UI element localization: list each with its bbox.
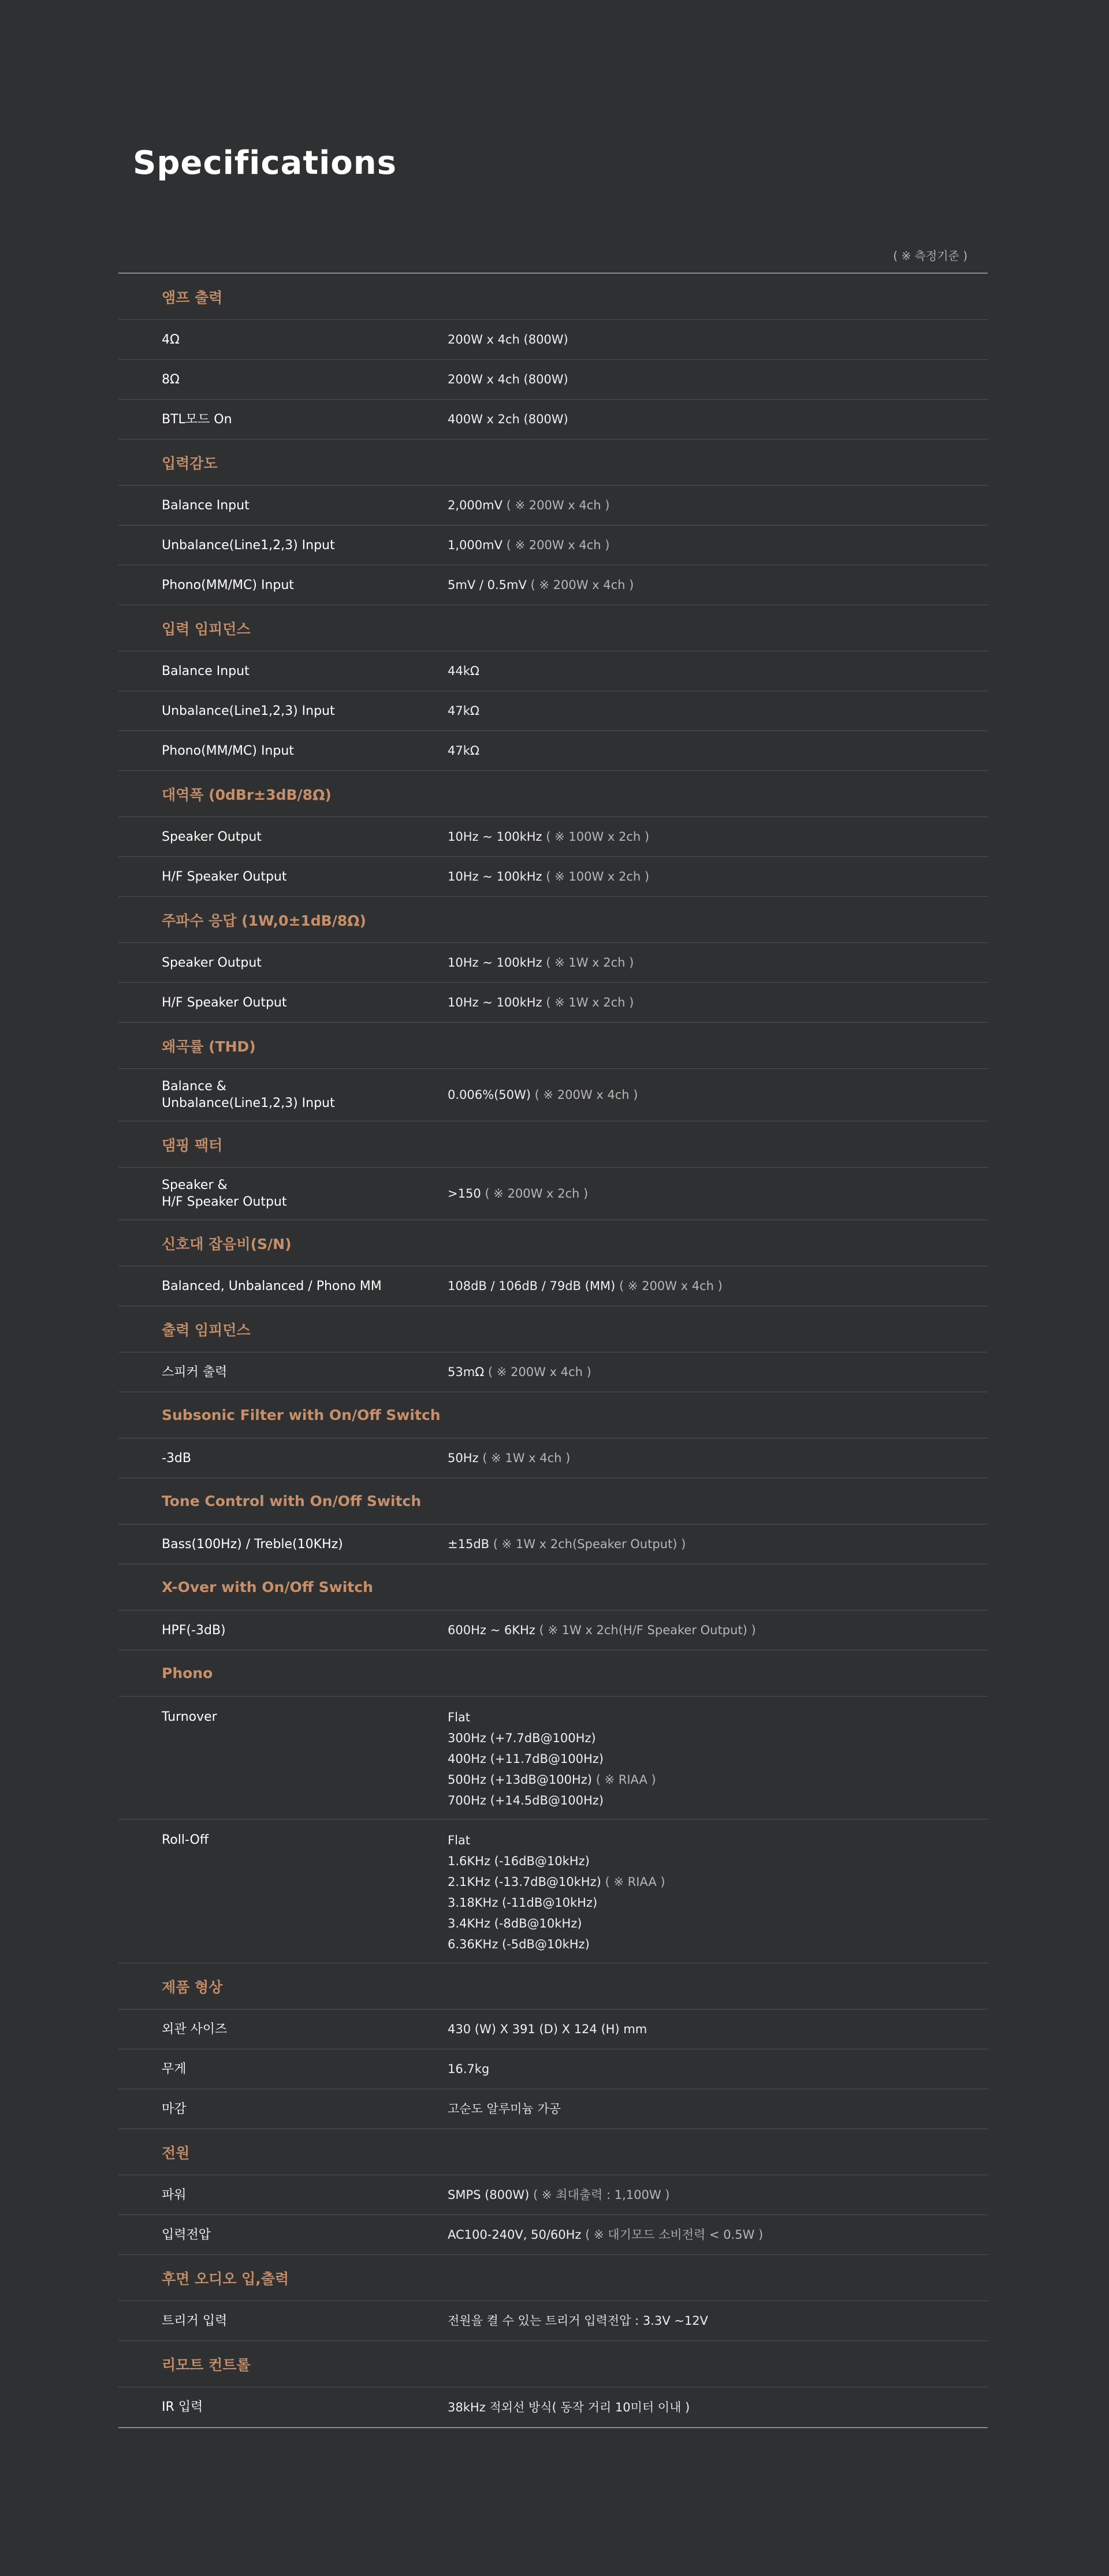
- spec-row: [118, 857, 988, 897]
- spec-value: [448, 1620, 988, 1641]
- spec-row: [118, 651, 988, 691]
- section-header: 후면 오디오 입,출력: [118, 2255, 988, 2301]
- spec-value-line: [448, 1183, 988, 1204]
- spec-value: [448, 495, 988, 516]
- spec-value-line: [448, 2224, 988, 2245]
- spec-value-line: [448, 2019, 988, 2040]
- spec-value-main: 6.36KHz (-5dB@10kHz): [448, 1937, 590, 1951]
- spec-value: [448, 409, 988, 430]
- spec-value-line: [448, 1534, 988, 1554]
- spec-value-line: [448, 2098, 988, 2119]
- spec-value-main: 10Hz ~ 100kHz: [448, 956, 546, 970]
- spec-value: [448, 575, 988, 595]
- spec-value-main: 400W x 2ch (800W): [448, 412, 568, 426]
- spec-value-main: 2.1KHz (-13.7dB@10kHz): [448, 1875, 605, 1889]
- spec-value: [448, 661, 988, 681]
- section-header: Phono: [118, 1650, 988, 1697]
- spec-value-main: 10Hz ~ 100kHz: [448, 830, 546, 844]
- spec-label: Balance Input: [162, 498, 250, 513]
- spec-label: Turnover: [162, 1710, 217, 1724]
- spec-value-line: [448, 1934, 988, 1955]
- spec-row: [118, 360, 988, 400]
- spec-value-line: [448, 1276, 988, 1296]
- spec-value-note: ( ※ 1W x 2ch ): [546, 996, 634, 1009]
- spec-value-note: ( ※ 200W x 2ch ): [485, 1187, 589, 1201]
- spec-value-main: 10Hz ~ 100kHz: [448, 870, 546, 883]
- spec-label: H/F Speaker Output: [162, 869, 287, 884]
- spec-value-main: 10Hz ~ 100kHz: [448, 996, 546, 1009]
- spec-row: [118, 1611, 988, 1650]
- spec-value-note: ( ※ RIAA ): [596, 1773, 656, 1787]
- spec-value-line: [448, 535, 988, 556]
- spec-label: Unbalance(Line1,2,3) Input: [162, 538, 335, 553]
- spec-row: [118, 2301, 988, 2341]
- spec-value-main: 53mΩ: [448, 1365, 488, 1379]
- spec-label: Speaker Output: [162, 955, 262, 970]
- spec-label: Bass(100Hz) / Treble(10KHz): [162, 1537, 343, 1552]
- spec-value: [448, 866, 988, 887]
- spec-value-line: [448, 661, 988, 681]
- spec-label: 입력전압: [162, 2227, 211, 2242]
- spec-value: [448, 535, 988, 556]
- section-header: 왜곡률 (THD): [118, 1023, 988, 1069]
- section-header: 제품 형상: [118, 1963, 988, 2010]
- spec-row: [118, 1168, 988, 1220]
- spec-row: [118, 983, 988, 1023]
- spec-label: Unbalance(Line1,2,3) Input: [162, 703, 335, 718]
- spec-value: [448, 329, 988, 350]
- section-header: 신호대 잡음비(S/N): [118, 1220, 988, 1266]
- spec-label: H/F Speaker Output: [162, 995, 287, 1010]
- spec-row: [118, 817, 988, 857]
- spec-value-main: 600Hz ~ 6KHz: [448, 1623, 539, 1637]
- section-header: Tone Control with On/Off Switch: [118, 1478, 988, 1524]
- spec-label: 8Ω: [162, 372, 180, 387]
- spec-value-main: 700Hz (+14.5dB@100Hz): [448, 1794, 604, 1807]
- spec-label: Speaker & H/F Speaker Output: [162, 1178, 287, 1209]
- spec-value-note: ( ※ RIAA ): [605, 1875, 665, 1889]
- spec-value-main: 38kHz 적외선 방식( 동작 거리 10미터 이내 ): [448, 2400, 690, 2414]
- spec-label: 트리거 입력: [162, 2313, 228, 2328]
- spec-row: [118, 1266, 988, 1306]
- spec-value-line: [448, 369, 988, 390]
- spec-value-main: 0.006%(50W): [448, 1088, 535, 1102]
- spec-row: [118, 943, 988, 983]
- spec-label: IR 입력: [162, 2400, 203, 2414]
- spec-value: [448, 1707, 988, 1811]
- spec-row: [118, 2010, 988, 2049]
- spec-value-line: [448, 1707, 988, 1728]
- spec-value: [448, 1183, 988, 1204]
- spec-label: 무게: [162, 2061, 187, 2077]
- spec-value-main: 430 (W) X 391 (D) X 124 (H) mm: [448, 2022, 647, 2036]
- spec-row: [118, 2049, 988, 2089]
- spec-value-line: [448, 2310, 988, 2331]
- spec-row: [118, 1697, 988, 1820]
- spec-label: Speaker Output: [162, 829, 262, 844]
- spec-row: [118, 2387, 988, 2427]
- spec-value-main: >150: [448, 1187, 485, 1201]
- spec-label: 마감: [162, 2101, 187, 2116]
- spec-value: [448, 2310, 988, 2331]
- spec-label: 4Ω: [162, 332, 180, 347]
- spec-value-note: ( ※ 200W x 4ch ): [506, 498, 610, 512]
- spec-value-line: [448, 952, 988, 973]
- spec-value-note: ( ※ 200W x 4ch ): [487, 1365, 591, 1379]
- spec-row: [118, 691, 988, 731]
- spec-value-line: [448, 700, 988, 721]
- spec-value-main: Flat: [448, 1710, 471, 1724]
- spec-value-note: ( ※ 100W x 2ch ): [546, 830, 650, 844]
- spec-value: [448, 1362, 988, 1382]
- spec-value-main: 500Hz (+13dB@100Hz): [448, 1773, 596, 1787]
- spec-value-main: 고순도 알루미늄 가공: [448, 2102, 561, 2116]
- spec-value-main: 전원을 켤 수 있는 트리거 입력전압 : 3.3V ~12V: [448, 2314, 708, 2328]
- spec-value-main: 200W x 4ch (800W): [448, 333, 568, 346]
- spec-value-main: 16.7kg: [448, 2062, 490, 2076]
- spec-value-line: [448, 495, 988, 516]
- section-header: 전원: [118, 2129, 988, 2175]
- spec-value: [448, 369, 988, 390]
- spec-value-note: ( ※ 100W x 2ch ): [546, 870, 650, 883]
- spec-value-line: [448, 866, 988, 887]
- spec-value-line: [448, 1769, 988, 1790]
- spec-value-note: ( ※ 1W x 2ch ): [546, 956, 634, 970]
- spec-value: [448, 700, 988, 721]
- spec-value: [448, 1448, 988, 1468]
- spec-value-note: ( ※ 1W x 2ch(Speaker Output) ): [493, 1537, 686, 1551]
- spec-value-main: ±15dB: [448, 1537, 493, 1551]
- section-header: 댐핑 팩터: [118, 1121, 988, 1168]
- spec-value-line: [448, 1084, 988, 1105]
- spec-row: [118, 2215, 988, 2255]
- spec-value: [448, 2019, 988, 2040]
- spec-value-note: ( ※ 200W x 4ch ): [619, 1279, 723, 1293]
- spec-value: [448, 952, 988, 973]
- section-header: 입력 임피던스: [118, 605, 988, 651]
- spec-label: Phono(MM/MC) Input: [162, 577, 294, 592]
- spec-value-main: 47kΩ: [448, 704, 479, 718]
- spec-row: [118, 320, 988, 360]
- spec-value-main: 3.4KHz (-8dB@10kHz): [448, 1917, 582, 1930]
- spec-value-line: [448, 329, 988, 350]
- spec-value-line: [448, 409, 988, 430]
- spec-value-note: ( ※ 1W x 4ch ): [482, 1451, 571, 1465]
- spec-label: Balance & Unbalance(Line1,2,3) Input: [162, 1079, 335, 1110]
- section-header: 앰프 출력: [118, 274, 988, 320]
- section-header: 리모트 컨트롤: [118, 2341, 988, 2387]
- spec-value-line: [448, 1362, 988, 1382]
- spec-value: [448, 740, 988, 761]
- spec-value: [448, 1276, 988, 1296]
- spec-value-note: ( ※ 대기모드 소비전력 < 0.5W ): [585, 2228, 764, 2242]
- spec-value-main: 1,000mV: [448, 538, 507, 552]
- spec-value: [448, 2059, 988, 2079]
- spec-value-line: [448, 1872, 988, 1892]
- spec-value-line: [448, 2059, 988, 2079]
- spec-value-line: [448, 1790, 988, 1811]
- spec-label: Phono(MM/MC) Input: [162, 743, 294, 758]
- spec-value-main: 300Hz (+7.7dB@100Hz): [448, 1731, 596, 1745]
- spec-row: [118, 1438, 988, 1478]
- spec-row: [118, 2175, 988, 2215]
- spec-value-note: ( ※ 200W x 4ch ): [530, 578, 634, 592]
- spec-value-note: ( ※ 1W x 2ch(H/F Speaker Output) ): [539, 1623, 756, 1637]
- page-title: Specifications: [133, 144, 397, 182]
- spec-row: [118, 2089, 988, 2129]
- spec-row: [118, 565, 988, 605]
- spec-value-main: 400Hz (+11.7dB@100Hz): [448, 1752, 604, 1766]
- spec-value-line: [448, 992, 988, 1013]
- section-header: 대역폭 (0dBr±3dB/8Ω): [118, 771, 988, 817]
- spec-value-line: [448, 1851, 988, 1872]
- spec-value: [448, 826, 988, 847]
- spec-value: [448, 1830, 988, 1955]
- spec-row: [118, 1069, 988, 1121]
- spec-value-line: [448, 740, 988, 761]
- spec-value-main: 1.6KHz (-16dB@10kHz): [448, 1854, 590, 1868]
- spec-value-line: [448, 1728, 988, 1749]
- spec-value-line: [448, 1913, 988, 1934]
- spec-label: BTL모드 On: [162, 412, 232, 427]
- spec-value-main: 3.18KHz (-11dB@10kHz): [448, 1896, 598, 1910]
- spec-value-main: 47kΩ: [448, 744, 479, 758]
- spec-row: [118, 400, 988, 439]
- section-header: 입력감도: [118, 439, 988, 486]
- spec-value: [448, 2397, 988, 2418]
- spec-value-line: [448, 1749, 988, 1769]
- section-header: X-Over with On/Off Switch: [118, 1564, 988, 1611]
- spec-value-main: 44kΩ: [448, 664, 479, 678]
- spec-row: [118, 486, 988, 525]
- specifications-table: [118, 273, 988, 2428]
- spec-label: -3dB: [162, 1451, 191, 1466]
- spec-value: [448, 2184, 988, 2205]
- spec-value-main: 5mV / 0.5mV: [448, 578, 531, 592]
- spec-label: 스피커 출력: [162, 1365, 228, 1380]
- spec-value: [448, 992, 988, 1013]
- spec-value-main: 200W x 4ch (800W): [448, 372, 568, 386]
- spec-value-main: 108dB / 106dB / 79dB (MM): [448, 1279, 619, 1293]
- spec-value: [448, 2224, 988, 2245]
- spec-label: Balanced, Unbalanced / Phono MM: [162, 1278, 382, 1293]
- spec-value: [448, 1084, 988, 1105]
- spec-row: [118, 731, 988, 771]
- spec-label: Balance Input: [162, 663, 250, 679]
- spec-value-line: [448, 2184, 988, 2205]
- spec-value-main: AC100-240V, 50/60Hz: [448, 2228, 586, 2242]
- spec-value: [448, 2098, 988, 2119]
- section-header: 주파수 응답 (1W,0±1dB/8Ω): [118, 897, 988, 943]
- spec-value-line: [448, 575, 988, 595]
- section-header: Subsonic Filter with On/Off Switch: [118, 1392, 988, 1438]
- spec-value-note: ( ※ 200W x 4ch ): [534, 1088, 638, 1102]
- spec-value-line: [448, 826, 988, 847]
- spec-value-line: [448, 1620, 988, 1641]
- spec-value-note: ( ※ 최대출력 : 1,100W ): [533, 2188, 670, 2202]
- spec-value-note: ( ※ 200W x 4ch ): [506, 538, 610, 552]
- spec-value: [448, 1534, 988, 1554]
- spec-value-line: [448, 2397, 988, 2418]
- spec-label: 외관 사이즈: [162, 2022, 228, 2037]
- spec-value-main: SMPS (800W): [448, 2188, 534, 2202]
- spec-row: [118, 525, 988, 565]
- spec-value-line: [448, 1448, 988, 1468]
- spec-label: Roll-Off: [162, 1833, 209, 1847]
- spec-value-main: 50Hz: [448, 1451, 483, 1465]
- spec-row: [118, 1524, 988, 1564]
- spec-value-line: [448, 1892, 988, 1913]
- spec-label: HPF(-3dB): [162, 1623, 226, 1638]
- spec-label: 파워: [162, 2187, 187, 2202]
- spec-value-main: 2,000mV: [448, 498, 507, 512]
- spec-value-line: [448, 1830, 988, 1851]
- measurement-note: ( ※ 측정기준 ): [893, 249, 967, 263]
- spec-row: [118, 1820, 988, 1963]
- section-header: 출력 임피던스: [118, 1306, 988, 1352]
- spec-row: [118, 1352, 988, 1392]
- spec-value-main: Flat: [448, 1833, 471, 1847]
